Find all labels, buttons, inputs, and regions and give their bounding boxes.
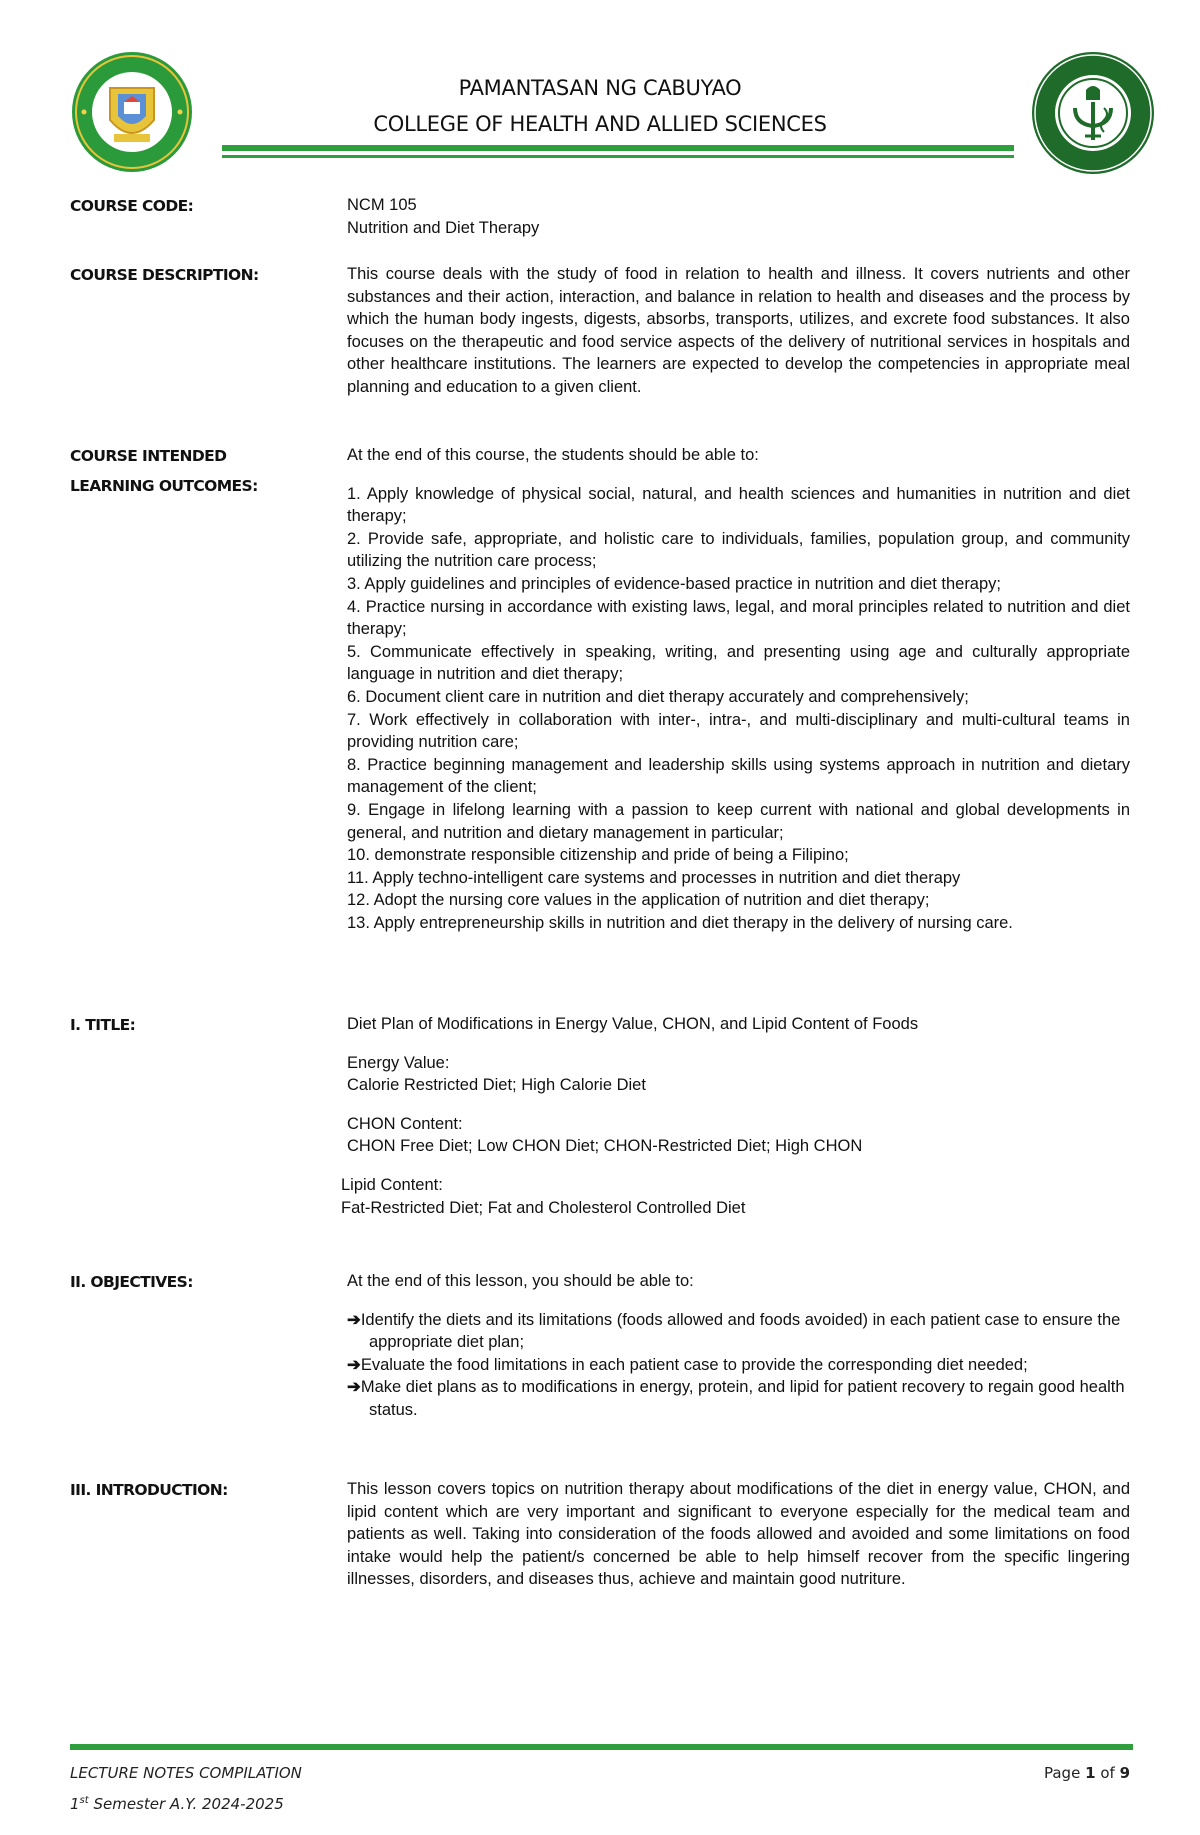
course-code-label: COURSE CODE:: [70, 197, 194, 215]
objective-item: [347, 1376, 1130, 1421]
college-name: COLLEGE OF HEALTH AND ALLIED SCIENCES: [373, 112, 827, 136]
outcome-item: 9. Engage in lifelong learning with a passion to keep current with national and global developments in general, and nutrition and dietary management in particular;: [347, 800, 1130, 842]
objectives-intro: At the end of this lesson, you should be able to:: [347, 1272, 694, 1290]
energy-value-heading: Energy Value:: [347, 1053, 450, 1072]
outcome-item: 1. Apply knowledge of physical social, natural, and health sciences and humanities in nutrition and diet therapy;: [347, 484, 1130, 526]
college-seal-icon: [1030, 50, 1156, 176]
outcome-item: 12. Adopt the nursing core values in the application of nutrition and diet therapy;: [347, 891, 930, 910]
current-page: 1: [1085, 1764, 1096, 1782]
document-header: [0, 0, 1200, 170]
outcome-item: 4. Practice nursing in accordance with existing laws, legal, and moral principles related to nutrition and diet therapy;: [347, 597, 1130, 639]
title-content: [341, 1013, 1130, 1219]
total-pages: 9: [1119, 1764, 1130, 1782]
objective-text: Make diet plans as to modifications in energy, protein, and lipid for patient recovery to regain good health status.: [360, 1378, 1125, 1419]
university-seal-icon: [70, 50, 194, 174]
outcome-item: 11. Apply techno-intelligent care systems and processes in nutrition and diet therapy: [347, 868, 961, 887]
arrow-right-icon: ➔: [347, 1378, 361, 1397]
objective-item: [347, 1309, 1130, 1354]
outcome-item: 7. Work effectively in collaboration with inter-, intra-, and multi-disciplinary and multi-cultural teams in providing nutrition care;: [347, 710, 1130, 752]
energy-value-diets: Calorie Restricted Diet; High Calorie Diet: [347, 1076, 646, 1095]
objective-text: Evaluate the food limitations in each patient case to provide the corresponding diet needed;: [360, 1355, 1028, 1374]
learning-outcomes-intro: At the end of this course, the students should be able to:: [347, 446, 759, 464]
objective-item: [347, 1354, 1130, 1377]
footer-divider: [70, 1744, 1133, 1750]
learning-outcomes-label-line1: COURSE INTENDED: [70, 447, 227, 465]
outcome-item: 3. Apply guidelines and principles of evidence-based practice in nutrition and diet therapy;: [347, 574, 1001, 593]
chon-content-diets: CHON Free Diet; Low CHON Diet; CHON-Restricted Diet; High CHON: [347, 1137, 863, 1156]
introduction-text: This lesson covers topics on nutrition therapy about modifications of the diet in energy value, CHON, and lipid content which are very important and significant to everyone especially for the medical team and patients as well. Taking into consideration of the foods allowed and avoided and some limitations on food intake would help the patient/s concerned be able to help himself recover from the specific lingering illnesses, disorders, and diseases thus, achieve and maintain good nutriture.: [347, 1480, 1130, 1589]
lipid-content-diets: Fat-Restricted Diet; Fat and Cholesterol Controlled Diet: [341, 1198, 746, 1217]
arrow-right-icon: ➔: [347, 1310, 361, 1329]
outcome-item: 2. Provide safe, appropriate, and holistic care to individuals, families, population group, and community utilizing the nutrition care process;: [347, 529, 1130, 571]
outcome-item: 8. Practice beginning management and leadership skills using systems approach in nutrition and dietary management of the client;: [347, 755, 1130, 797]
school-name: PAMANTASAN NG CABUYAO: [458, 76, 742, 100]
header-divider-thin: [222, 155, 1014, 158]
page-number: Page 1 of 9: [1043, 1764, 1130, 1782]
outcome-item: 13. Apply entrepreneurship skills in nutrition and diet therapy in the delivery of nursing care.: [347, 913, 1013, 932]
learning-outcomes-label-line2: LEARNING OUTCOMES:: [70, 477, 258, 495]
title-label: I. TITLE:: [70, 1016, 136, 1034]
outcome-item: 6. Document client care in nutrition and diet therapy accurately and comprehensively;: [347, 687, 969, 706]
course-name: Nutrition and Diet Therapy: [347, 218, 540, 237]
chon-content-heading: CHON Content:: [347, 1114, 463, 1133]
objective-text: Identify the diets and its limitations (foods allowed and foods avoided) in each patient case to ensure the appropriate diet plan;: [360, 1310, 1121, 1352]
footer-semester: 1st Semester A.Y. 2024-2025: [70, 1795, 284, 1813]
learning-outcomes-content: [347, 444, 1130, 934]
objectives-label: II. OBJECTIVES:: [70, 1273, 193, 1291]
header-divider-thick: [222, 145, 1014, 151]
outcome-item: 10. demonstrate responsible citizenship and pride of being a Filipino;: [347, 846, 849, 865]
lipid-content-heading: Lipid Content:: [341, 1175, 443, 1194]
learning-outcomes-label: [70, 441, 330, 501]
course-code-value: [347, 194, 1130, 239]
footer-compilation-info: [70, 1760, 302, 1818]
outcome-item: 5. Communicate effectively in speaking, writing, and presenting using age and culturally appropriate language in nutrition and diet therapy;: [347, 642, 1130, 684]
objectives-content: [347, 1270, 1130, 1422]
introduction-label: III. INTRODUCTION:: [70, 1481, 228, 1499]
course-description-label: COURSE DESCRIPTION:: [70, 266, 259, 284]
course-description-text: This course deals with the study of food in relation to health and illness. It covers nutrients and other substances and their action, interaction, and balance in relation to health and diseases and the process by which the human body ingests, digests, absorbs, transports, utilizes, and excrete food substances. It also focuses on the therapeutic and food service aspects of the delivery of nutritional services in hospitals and other healthcare institutions. The learners are expected to develop the competencies in appropriate meal planning and education to a given client.: [347, 265, 1130, 396]
arrow-right-icon: ➔: [347, 1355, 361, 1374]
lesson-title: Diet Plan of Modifications in Energy Value, CHON, and Lipid Content of Foods: [347, 1015, 919, 1033]
footer-compilation: LECTURE NOTES COMPILATION: [70, 1764, 302, 1782]
course-code: NCM 105: [347, 196, 417, 214]
